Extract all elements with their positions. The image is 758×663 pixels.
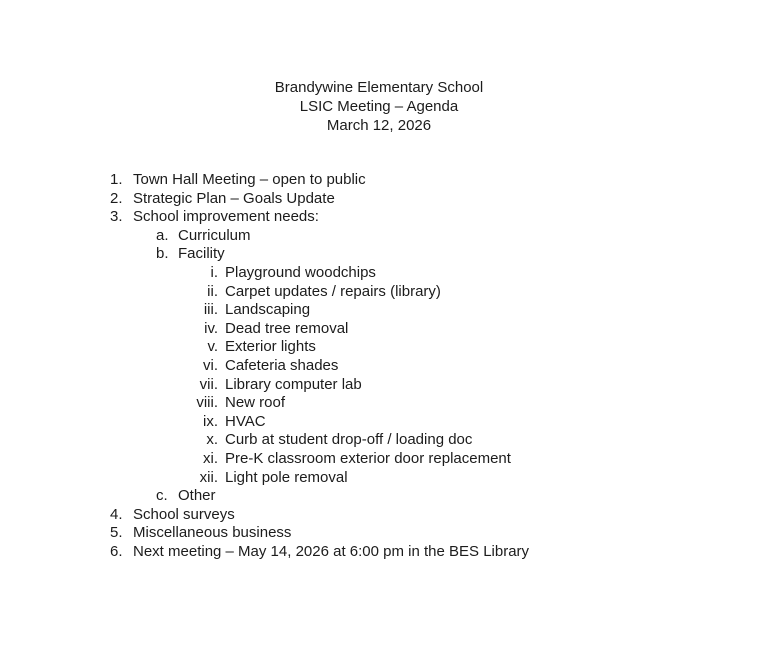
list-item — [0, 338, 758, 357]
list-item — [0, 227, 758, 246]
list-item-marker: i. — [210, 263, 218, 281]
list-item-text: Dead tree removal — [225, 319, 349, 337]
list-item-marker: vii. — [199, 375, 218, 393]
document-subtitle: LSIC Meeting – Agenda — [299, 98, 459, 115]
list-item-text: Next meeting – May 14, 2026 at 6:00 pm in the BES Library — [133, 542, 530, 560]
list-item-marker: 3. — [110, 208, 123, 226]
list-item-text: Light pole removal — [225, 468, 348, 486]
list-item-text: Library computer lab — [225, 375, 362, 393]
list-item — [0, 413, 758, 432]
list-item — [0, 283, 758, 302]
list-item-text: HVAC — [225, 412, 266, 430]
list-item-text: Curb at student drop-off / loading doc — [225, 431, 473, 449]
list-item — [0, 320, 758, 339]
list-item — [0, 431, 758, 450]
list-item-text: Curriculum — [178, 226, 251, 244]
list-item — [0, 190, 758, 209]
list-item — [0, 469, 758, 488]
list-item-text: School surveys — [133, 505, 235, 523]
list-item-text: Pre-K classroom exterior door replacement — [225, 449, 511, 467]
list-item — [0, 524, 758, 543]
list-item — [0, 245, 758, 264]
document-title-block — [0, 0, 758, 135]
list-item-marker: 2. — [110, 189, 123, 207]
list-item-marker: c. — [156, 487, 168, 505]
list-item — [0, 301, 758, 320]
list-item — [0, 506, 758, 525]
list-item-text: Cafeteria shades — [225, 356, 339, 374]
list-item-marker: ii. — [207, 282, 218, 300]
list-item-marker: 1. — [110, 171, 123, 188]
list-item-text: Facility — [178, 245, 225, 263]
list-item-marker: xii. — [199, 468, 218, 486]
list-item-marker: viii. — [196, 394, 218, 412]
document-date: March 12, 2026 — [326, 117, 432, 134]
list-item-marker: 6. — [110, 542, 123, 560]
list-item — [0, 543, 758, 562]
list-item-text: Other — [178, 487, 216, 505]
list-item-text: Town Hall Meeting – open to public — [133, 171, 366, 188]
list-item-marker: x. — [206, 431, 218, 449]
list-item-marker: iv. — [204, 319, 218, 337]
list-item-marker: iii. — [203, 301, 218, 319]
list-item — [0, 208, 758, 227]
list-item-text: Strategic Plan – Goals Update — [133, 189, 335, 207]
list-item-text: Landscaping — [225, 301, 311, 319]
list-item-text: New roof — [225, 394, 286, 412]
list-item-marker: vi. — [203, 356, 218, 374]
list-item-text: School improvement needs: — [133, 208, 319, 226]
list-item — [0, 171, 758, 190]
list-item-marker: ix. — [203, 412, 218, 430]
list-item-marker: a. — [156, 226, 169, 244]
list-item-marker: b. — [156, 245, 169, 263]
list-item — [0, 357, 758, 376]
list-item-marker: 5. — [110, 524, 123, 542]
list-item-marker: v. — [207, 338, 218, 356]
list-item — [0, 264, 758, 283]
list-item — [0, 394, 758, 413]
list-item-text: Carpet updates / repairs (library) — [225, 282, 441, 300]
list-item — [0, 487, 758, 506]
document-title: Brandywine Elementary School — [274, 79, 484, 96]
agenda-list — [0, 171, 758, 561]
list-item — [0, 376, 758, 395]
list-item-text: Miscellaneous business — [133, 524, 292, 542]
list-item-marker: 4. — [110, 505, 123, 523]
list-item — [0, 450, 758, 469]
list-item-marker: xi. — [203, 449, 218, 467]
list-item-text: Playground woodchips — [225, 263, 376, 281]
list-item-text: Exterior lights — [225, 338, 316, 356]
